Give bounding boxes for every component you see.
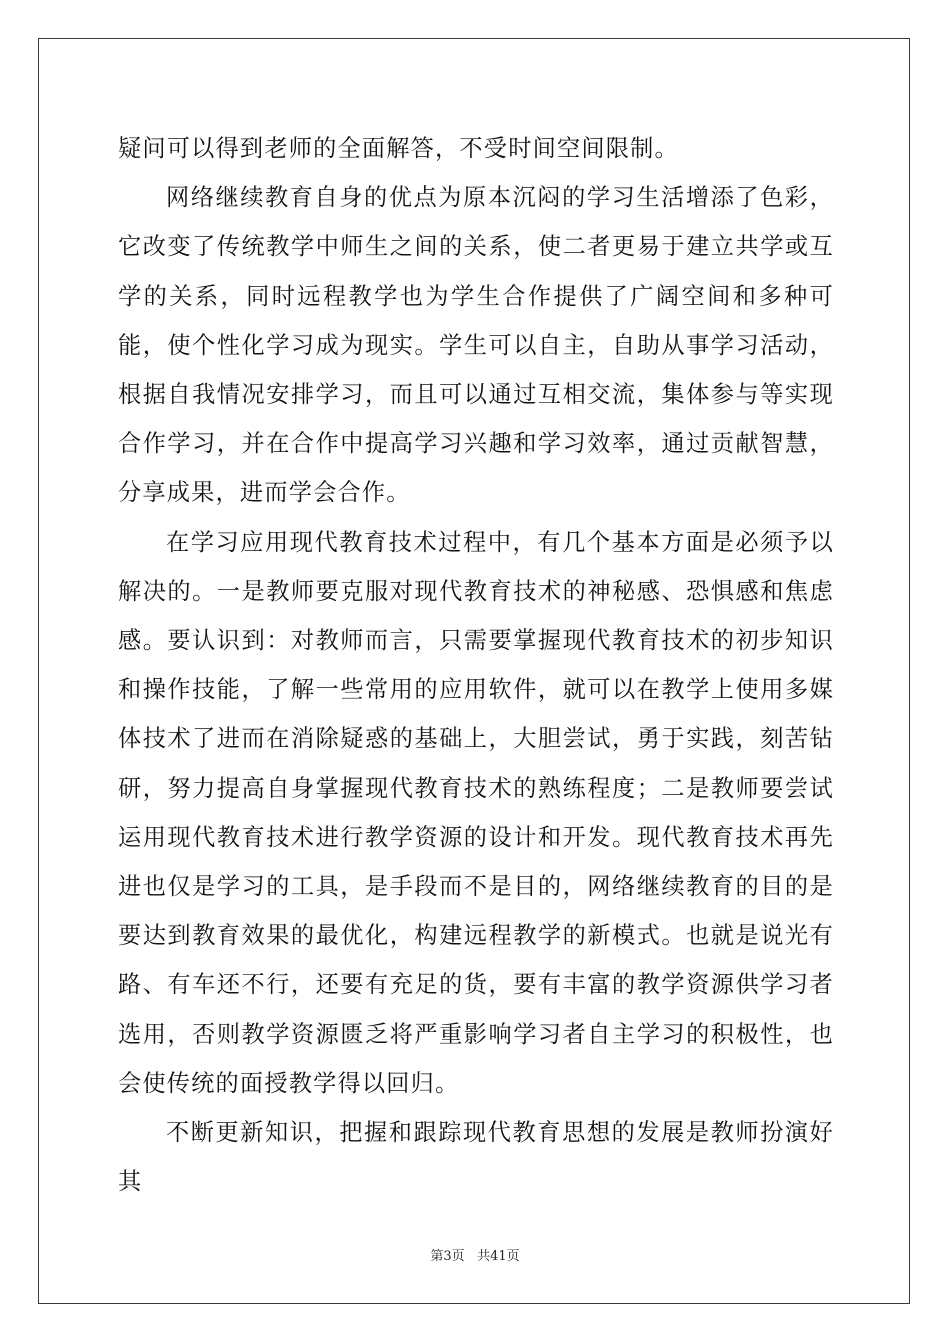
page-number: 第3页 <box>430 1249 465 1264</box>
paragraph: 不断更新知识，把握和跟踪现代教育思想的发展是教师扮演好其 <box>118 1119 834 1196</box>
paragraph: 在学习应用现代教育技术过程中，有几个基本方面是必须予以解决的。一是教师要克服对现代教育技术的神秘感、恐惧感和焦虑感。要认识到：对教师而言，只需要掌握现代教育技术的初步知识和操作技能，了解一些常用的应用软件，就可以在教学上使用多媒体技术了进而在消除疑惑的基础上，大胆尝试，勇于实践，刻苦钻研，努力提高自身掌握现代教育技术的熟练程度；二是教师要尝试运用现代教育技术进行教学资源的设计和开发。现代教育技术再先进也仅是学习的工具，是手段而不是目的，网络继续教育的目的是要达到教育效果的最优化，构建远程教学的新模式。也就是说光有路、有车还不行，还要有充足的货，要有丰富的教学资源供学习者选用，否则教学资源匮乏将严重影响学习者自主学习的积极性，也会使传统的面授教学得以回归。 <box>118 528 834 1097</box>
page-total: 共41页 <box>477 1249 520 1264</box>
paragraph: 网络继续教育自身的优点为原本沉闷的学习生活增添了色彩，它改变了传统教学中师生之间的关系，使二者更易于建立共学或互学的关系，同时远程教学也为学生合作提供了广阔空间和多种可能，使个性化学习成为现实。学生可以自主，自助从事学习活动，根据自我情况安排学习，而且可以通过互相交流，集体参与等实现合作学习，并在合作中提高学习兴趣和学习效率，通过贡献智慧，分享成果，进而学会合作。 <box>118 184 834 507</box>
paragraph: 疑问可以得到老师的全面解答，不受时间空间限制。 <box>118 135 679 162</box>
page-footer <box>0 1245 950 1264</box>
document-body <box>118 124 834 1206</box>
